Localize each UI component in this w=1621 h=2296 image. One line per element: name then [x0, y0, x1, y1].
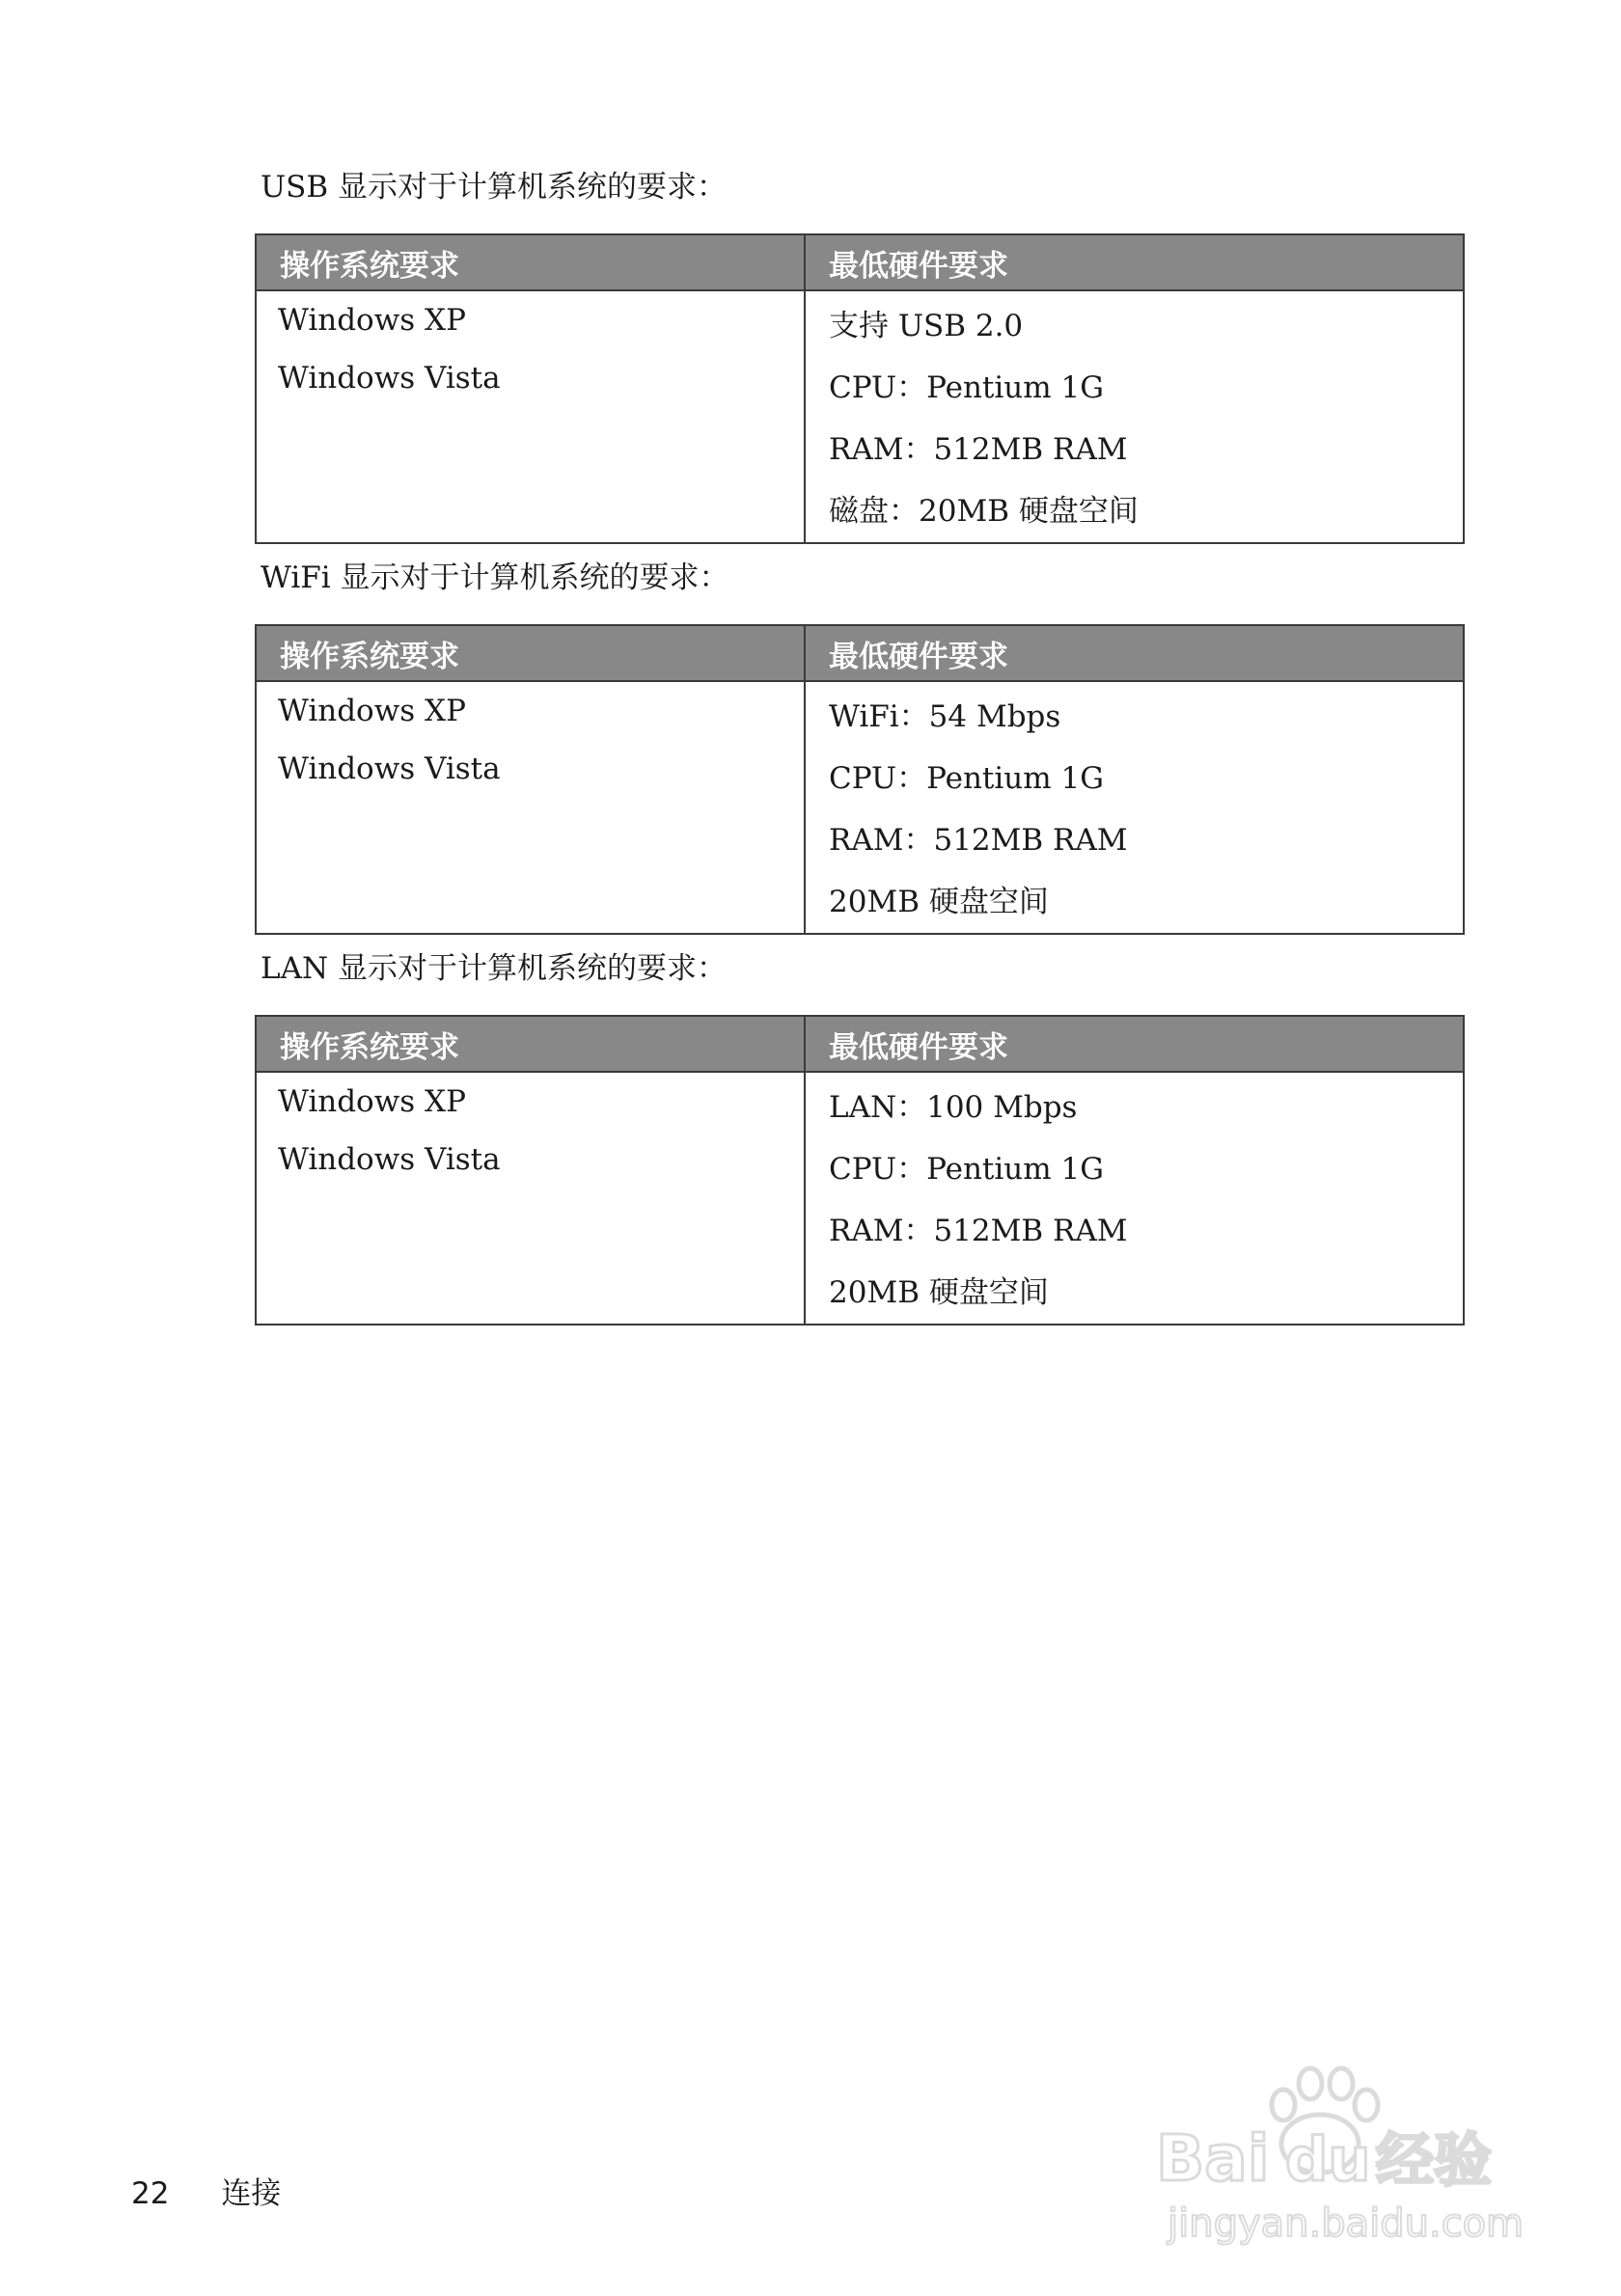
list-item: Windows XP — [278, 694, 466, 728]
baidu-jingyan-watermark-logo — [1148, 2055, 1534, 2248]
os-cell — [256, 681, 805, 934]
table-header-row — [256, 234, 1464, 290]
section-title: WiFi 显示对于计算机系统的要求： — [261, 560, 729, 595]
list-item: CPU：Pentium 1G — [829, 761, 1105, 796]
os-requirements-header: 操作系统要求 — [256, 625, 805, 681]
list-item: 磁盘：20MB 硬盘空间 — [829, 494, 1139, 529]
os-list — [257, 291, 804, 407]
requirements-table — [255, 624, 1465, 935]
list-item: CPU：Pentium 1G — [829, 370, 1105, 405]
svg-text:经验: 经验 — [1376, 2127, 1492, 2195]
list-item: CPU：Pentium 1G — [829, 1152, 1105, 1187]
hardware-cell — [805, 1072, 1464, 1325]
table-row — [256, 681, 1464, 934]
page-number: 22 — [131, 2176, 170, 2211]
hardware-list — [806, 682, 1463, 933]
usb-requirements-section — [255, 166, 1463, 544]
list-item: Windows Vista — [278, 752, 501, 786]
hardware-requirements-header: 最低硬件要求 — [805, 625, 1464, 681]
section-title: USB 显示对于计算机系统的要求： — [261, 170, 727, 205]
list-item: RAM：512MB RAM — [829, 823, 1128, 858]
os-requirements-header: 操作系统要求 — [256, 1016, 805, 1072]
os-list — [257, 1073, 804, 1189]
list-item: 20MB 硬盘空间 — [829, 885, 1049, 919]
table-header-row — [256, 1016, 1464, 1072]
hardware-cell — [805, 681, 1464, 934]
lan-requirements-section — [255, 947, 1463, 1326]
os-cell — [256, 1072, 805, 1325]
list-item: LAN：100 Mbps — [829, 1090, 1078, 1125]
section-title: LAN 显示对于计算机系统的要求： — [261, 951, 727, 986]
list-item: Windows XP — [278, 1084, 466, 1119]
table-header-row — [256, 625, 1464, 681]
table-row — [256, 290, 1464, 543]
chapter-name: 连接 — [221, 2176, 282, 2211]
requirements-table — [255, 1015, 1465, 1326]
list-item: 支持 USB 2.0 — [829, 309, 1024, 343]
hardware-requirements-header: 最低硬件要求 — [805, 1016, 1464, 1072]
os-cell — [256, 290, 805, 543]
list-item: Windows Vista — [278, 1142, 501, 1177]
hardware-requirements-header: 最低硬件要求 — [805, 234, 1464, 290]
list-item: WiFi：54 Mbps — [829, 699, 1061, 734]
hardware-list — [806, 1073, 1463, 1324]
list-item: RAM：512MB RAM — [829, 1214, 1128, 1248]
list-item: RAM：512MB RAM — [829, 432, 1128, 467]
list-item: 20MB 硬盘空间 — [829, 1275, 1049, 1310]
hardware-list — [806, 291, 1463, 542]
table-row — [256, 1072, 1464, 1325]
wifi-requirements-section — [255, 557, 1463, 935]
svg-text:jingyan.baidu.com: jingyan.baidu.com — [1168, 2201, 1525, 2246]
svg-text:du: du — [1285, 2124, 1371, 2195]
page-footer — [131, 2169, 281, 2212]
svg-text:Bai: Bai — [1156, 2121, 1270, 2196]
os-requirements-header: 操作系统要求 — [256, 234, 805, 290]
hardware-cell — [805, 290, 1464, 543]
requirements-table — [255, 233, 1465, 544]
list-item: Windows XP — [278, 303, 466, 338]
os-list — [257, 682, 804, 798]
list-item: Windows Vista — [278, 361, 501, 396]
